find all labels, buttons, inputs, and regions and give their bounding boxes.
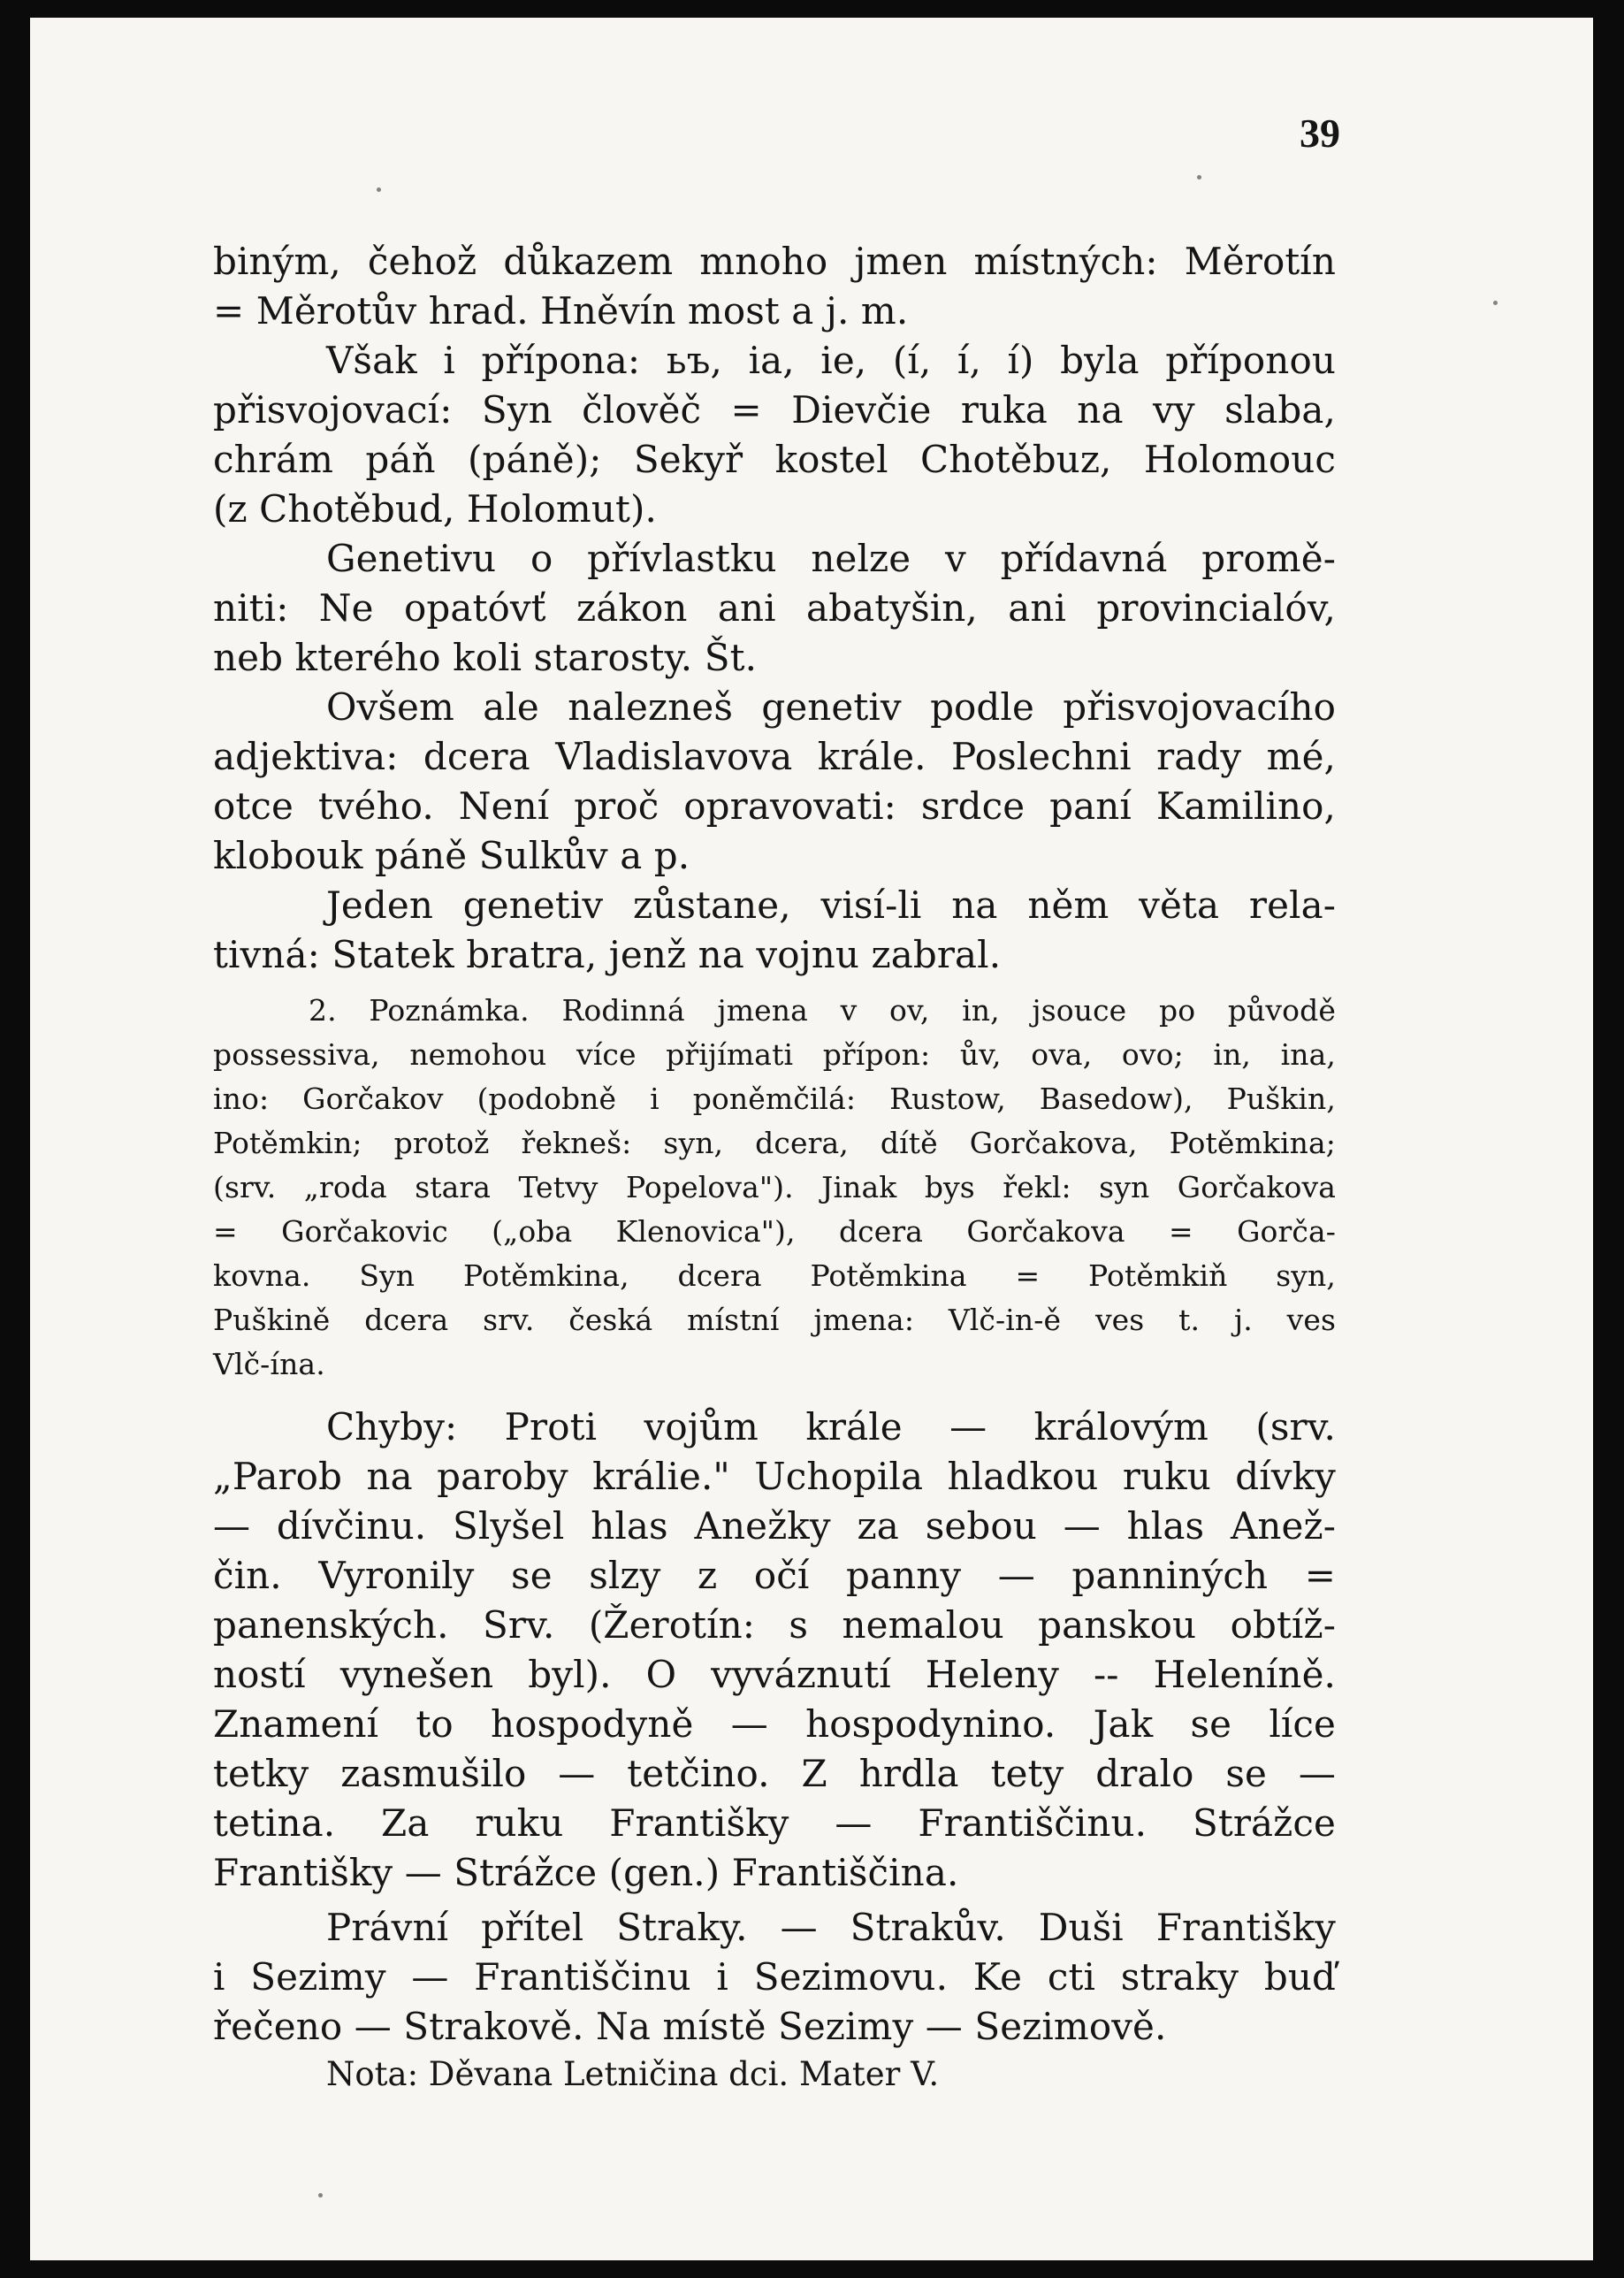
text-line: přisvojovací: Syn člověč = Dievčie ruka na vy slaba,: [213, 388, 1336, 432]
text-line: „Parob na paroby králie." Uchopila hladkou ruku dívky: [213, 1455, 1336, 1498]
text-line: Znamení to hospodyně — hospodynino. Jak se líce: [213, 1702, 1336, 1746]
text-line: ností vynešen byl). O vyváznutí Heleny -- Heleníně.: [213, 1653, 1336, 1696]
note-line: Vlč-ína.: [213, 1347, 325, 1381]
text-line: tetky zasmušilo — tetčino. Z hrdla tety dralo se —: [213, 1752, 1336, 1795]
note-line: possessiva, nemohou více přijímati přípon: ův, ova, ovo; in, ina,: [213, 1037, 1336, 1072]
bottom-note: Nota: Děvana Letničina dci. Mater V.: [326, 2055, 940, 2093]
text-line: niti: Ne opatóvť zákon ani abatyšin, ani provincialóv,: [213, 586, 1336, 630]
note-line: (srv. „roda stara Tetvy Popelova"). Jinak bys řekl: syn Gorčakova: [213, 1170, 1336, 1204]
text-line: neb kterého koli starosty. Št.: [213, 636, 758, 679]
text-line: panenských. Srv. (Žerotín: s nemalou panskou obtíž-: [213, 1603, 1336, 1647]
speck: [318, 2193, 323, 2198]
text-line: biným, čehož důkazem mnoho jmen místných: Měrotín: [213, 240, 1336, 283]
speck: [1197, 175, 1201, 180]
text-line: Však i přípona: ьъ, ia, ie, (í, í, í) byla příponou: [326, 339, 1336, 382]
text-line: i Sezimy — Františčinu i Sezimovu. Ke cti straky buď: [213, 1955, 1336, 1999]
text-line: řečeno — Strakově. Na místě Sezimy — Sezimově.: [213, 2005, 1167, 2048]
text-line: Františky — Strážce (gen.) Františčina.: [213, 1851, 959, 1894]
speck: [377, 187, 381, 192]
text-line: = Měrotův hrad. Hněvín most a j. m.: [213, 289, 909, 333]
scanned-book-page: [30, 18, 1593, 2260]
note-line: Puškině dcera srv. česká místní jmena: Vlč-in-ě ves t. j. ves: [213, 1303, 1336, 1337]
text-line: tivná: Statek bratra, jenž na vojnu zabral.: [213, 933, 1002, 976]
paragraph-group-errors: [213, 1403, 1336, 1898]
note-line: 2. Poznámka. Rodinná jmena v ov, in, jsouce po původě: [309, 993, 1336, 1028]
text-line: Právní přítel Straky. — Strakův. Duši Františky: [326, 1906, 1336, 1949]
section-gap: [213, 1387, 1336, 1403]
text-line: klobouk páně Sulkův a p.: [213, 834, 690, 877]
section-gap: [213, 980, 1336, 989]
text-line: tetina. Za ruku Františky — Františčinu. Strážce: [213, 1801, 1336, 1845]
text-line: Jeden genetiv zůstane, visí-li na něm věta rela-: [326, 883, 1336, 927]
text-line: Chyby: Proti vojům krále — královým (srv.: [326, 1405, 1336, 1449]
text-line: čin. Vyronily se slzy z očí panny — panniných =: [213, 1554, 1336, 1597]
speck: [1493, 301, 1498, 305]
note-line: ino: Gorčakov (podobně i poněmčilá: Rustow, Basedow), Puškin,: [213, 1082, 1336, 1116]
text-line: chrám páň (páně); Sekyř kostel Chotěbuz, Holomouc: [213, 438, 1336, 481]
text-line: Ovšem ale nalezneš genetiv podle přisvojovacího: [326, 685, 1336, 729]
text-line: — dívčinu. Slyšel hlas Anežky za sebou — hlas Anež-: [213, 1504, 1336, 1548]
paragraph-group-main: [213, 237, 1336, 980]
note-line: kovna. Syn Potěmkina, dcera Potěmkina = Potěmkiň syn,: [213, 1258, 1336, 1293]
main-text-block: [213, 237, 1336, 2098]
note-line: Potěmkin; protož řekneš: syn, dcera, dítě Gorčakova, Potěmkina;: [213, 1126, 1336, 1160]
note-line: = Gorčakovic („oba Klenovica"), dcera Gorčakova = Gorča-: [213, 1214, 1336, 1249]
text-line: Genetivu o přívlastku nelze v přídavná promě-: [326, 537, 1336, 580]
paragraph-group-note: [213, 989, 1336, 1387]
paragraph-group-final: [213, 1903, 1336, 2052]
text-line: adjektiva: dcera Vladislavova krále. Poslechni rady mé,: [213, 735, 1336, 778]
text-line: otce tvého. Není proč opravovati: srdce paní Kamilino,: [213, 784, 1336, 828]
page-number: 39: [1300, 111, 1340, 156]
text-line: (z Chotěbud, Holomut).: [213, 487, 657, 531]
